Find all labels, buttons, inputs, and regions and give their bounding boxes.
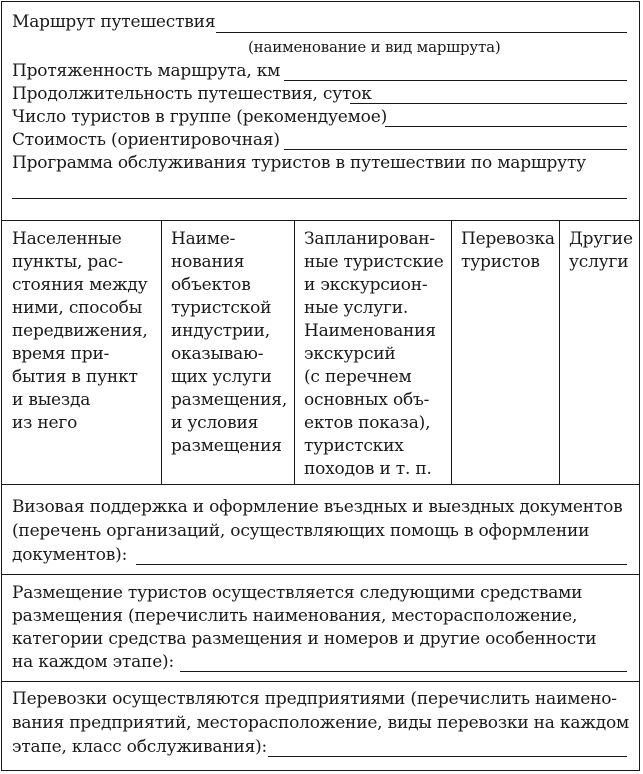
group-size-label: Число туристов в группе (рекомендуемое) (12, 107, 388, 127)
column-divider (161, 220, 162, 484)
column-divider (559, 220, 560, 484)
route-form (1, 1, 640, 771)
length-input-line[interactable] (284, 80, 627, 81)
visa-input-line[interactable] (136, 564, 627, 565)
column-transport: Перевозка туристов (461, 229, 555, 272)
column-lodging-objects: Наиме- нования объектов туристской индустрии, оказываю- щих услуги размещения, и условия размещения (171, 229, 288, 456)
program-label: Программа обслуживания туристов в путешествии по маршруту (12, 153, 586, 173)
route-label: Маршрут путешествия (12, 12, 216, 32)
lodging-line: Размещение туристов осуществляется следующими средствами (12, 583, 583, 603)
lodging-input-line[interactable] (180, 671, 627, 672)
transport-input-line[interactable] (268, 756, 627, 757)
visa-line: Визовая поддержка и оформление въездных и выездных документов (12, 497, 623, 517)
route-input-line[interactable] (216, 32, 627, 33)
column-settlements: Населенные пункты, рас- стояния между ними, способы передвижения, время при- бытия в пункт и выезда из него (12, 229, 148, 433)
column-divider (294, 220, 295, 484)
lodging-line: категории средства размещения и номеров и другие особенности (12, 629, 597, 649)
transport-line: Перевозки осуществляются предприятиями (перечислить наимено- (12, 689, 617, 709)
length-label: Протяженность маршрута, км (12, 61, 281, 81)
route-hint: (наименование и вид маршрута) (248, 38, 501, 56)
duration-input-line[interactable] (350, 103, 627, 104)
visa-line: (перечень организаций, осуществляющих помощь в оформлении (12, 521, 590, 541)
transport-line: этапе, класс обслуживания): (12, 737, 268, 757)
table-bottom-border (2, 484, 639, 485)
section-divider (2, 681, 639, 682)
program-input-line[interactable] (12, 198, 627, 199)
visa-line: документов): (12, 545, 128, 565)
duration-label: Продолжительность путешествия, суток (12, 84, 372, 104)
column-divider (451, 220, 452, 484)
lodging-line: размещения (перечислить наименования, месторасположение, (12, 606, 578, 626)
transport-line: вания предприятий, месторасположение, виды перевозки на каждом (12, 713, 630, 733)
cost-input-line[interactable] (284, 149, 627, 150)
table-top-border (2, 220, 639, 221)
section-divider (2, 574, 639, 575)
lodging-line: на каждом этапе): (12, 652, 175, 672)
group-size-input-line[interactable] (385, 126, 627, 127)
column-other-services: Другие услуги (569, 229, 633, 272)
cost-label: Стоимость (ориентировочная) (12, 130, 280, 150)
column-planned-services: Запланирован- ные туристские и экскурсион- ные услуги. Наименования экскурсий (с перечнем основных объ- ектов показа), туристских походов и т. п. (304, 229, 444, 479)
